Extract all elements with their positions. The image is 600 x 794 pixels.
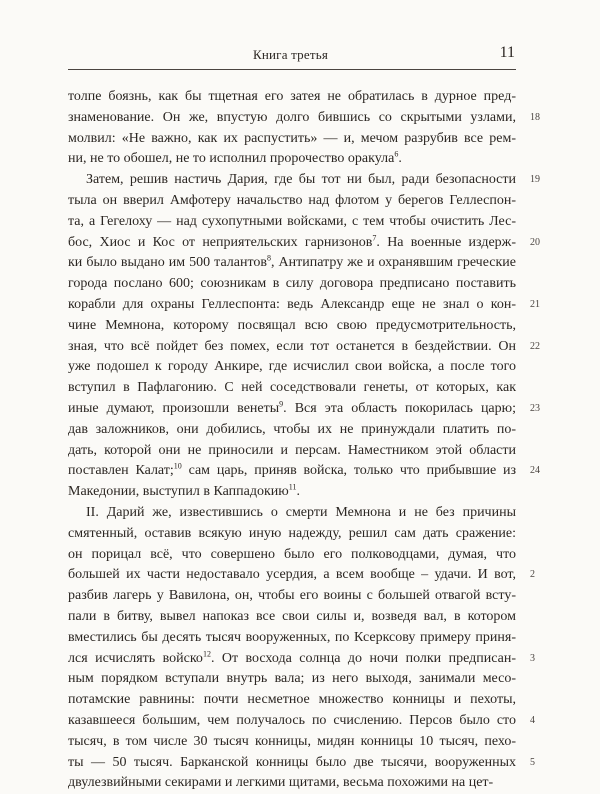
text-line xyxy=(68,441,516,462)
line-text: пали в битву, вывел напоказ все свои силы и, возведя вал, в котором xyxy=(68,608,516,624)
line-text: ни, не то обошел, не то исполнил пророчество оракула xyxy=(68,151,395,167)
line-text: двулезвийными секирами и легкими щитами, весьма похожими на цет- xyxy=(68,775,494,791)
running-title: Книга третья xyxy=(253,47,329,62)
line-text: смятенный, оставив всякую иную надежду, решил сам дать сражение: xyxy=(68,525,516,541)
line-text: ным порядком вступали внутрь вала; из него выходя, занимали месо- xyxy=(68,671,516,687)
text-line xyxy=(68,753,535,774)
text-line xyxy=(68,316,516,337)
text-line xyxy=(68,711,535,732)
text-line xyxy=(68,690,516,711)
footnote-ref[interactable]: 7 xyxy=(372,232,377,242)
text-line xyxy=(68,232,540,254)
line-text: зная, что всё пойдет без помех, если тот останется в бездействии. Он xyxy=(68,338,516,354)
margin-section-number: 5 xyxy=(530,756,535,768)
text-line xyxy=(68,773,516,794)
line-text: тыла он вверил Амфотеру начальство над флотом у берегов Геллеспон- xyxy=(68,192,516,208)
text-line xyxy=(68,253,516,274)
margin-section-number: 20 xyxy=(530,236,540,248)
line-text: вступил в Пафлагонию. С ней соседствовали генеты, от которых, как xyxy=(68,380,516,396)
line-text: города послано 600; союзникам в силу договора предписано поставить xyxy=(68,276,516,292)
footnote-ref[interactable]: 9 xyxy=(279,399,284,409)
text-line xyxy=(68,732,516,753)
text-line xyxy=(68,586,516,607)
header-rule xyxy=(68,69,516,70)
text-line xyxy=(68,149,516,170)
line-text-tail: , Антипатру же и охранявшим греческие xyxy=(271,255,517,271)
margin-section-number: 3 xyxy=(530,652,535,664)
text-line xyxy=(68,170,540,191)
footnote-ref[interactable]: 10 xyxy=(173,461,182,471)
line-text: ты — 50 тысяч. Барканской конницы было две тысячи, вооруженных xyxy=(68,754,516,770)
line-text: бос, Хиос и Кос от неприятельских гарнизонов xyxy=(68,234,373,250)
running-header xyxy=(68,44,516,68)
footnote-ref[interactable]: 6 xyxy=(394,149,399,159)
text-line xyxy=(68,503,516,524)
text-line xyxy=(68,108,540,129)
margin-section-number: 2 xyxy=(530,569,535,581)
line-text: Затем, решив настичь Дария, где бы тот ни был, ради безопасности xyxy=(86,172,516,188)
footnote-ref[interactable]: 12 xyxy=(202,648,211,658)
line-text-tail: . xyxy=(398,151,402,167)
margin-section-number: 23 xyxy=(530,402,540,414)
body-text xyxy=(68,87,540,794)
line-text: уже подошел к городу Анкире, где исчислил свои войска, а после того xyxy=(68,359,516,375)
text-line xyxy=(68,482,516,503)
line-text-tail: . Вся эта область покорилась царю; xyxy=(283,400,516,416)
text-line xyxy=(68,648,535,670)
margin-section-number: 4 xyxy=(530,714,535,726)
line-text: поставлен Калат; xyxy=(68,463,174,479)
margin-section-number: 19 xyxy=(530,174,540,186)
text-line xyxy=(68,274,516,295)
line-text: дав заложников, они добились, чтобы их не принуждали платить по- xyxy=(68,421,516,437)
text-line xyxy=(68,399,540,420)
text-line xyxy=(68,212,516,233)
margin-section-number: 21 xyxy=(530,298,540,310)
text-line xyxy=(68,191,516,212)
line-text-tail: . От восхода солнца до ночи полки предписан- xyxy=(210,650,516,666)
line-text-tail: сам царь, приняв войска, только что прибывшие из xyxy=(181,463,516,479)
margin-section-number: 18 xyxy=(530,111,540,123)
line-text: корабли для охраны Геллеспонта: ведь Александр еще не знал о кон- xyxy=(68,296,516,312)
page-number: 11 xyxy=(499,44,515,61)
line-text: та, а Гегелоху — над сухопутными войсками, с тем чтобы очистить Лес- xyxy=(68,213,516,229)
line-text: вместились бы десять тысяч вооруженных, по Ксерксову примеру приня- xyxy=(68,629,516,645)
text-line xyxy=(68,607,516,628)
line-text-tail: . xyxy=(296,484,300,500)
text-line xyxy=(68,129,516,150)
line-text: II. Дарий же, известившись о смерти Мемнона и не без причины xyxy=(86,504,516,520)
line-text: ки было выдано им 500 талантов xyxy=(68,255,268,271)
line-text-tail: . На военные издерж- xyxy=(376,234,516,250)
text-line xyxy=(68,295,540,316)
line-text: дать, которой они не приносили и персам. Наместником этой области xyxy=(68,442,516,458)
line-text: потамские равнины: почти несметное множество конницы и пехоты, xyxy=(68,692,516,708)
line-text: тысяч, в том числе 30 тысяч конницы, мидян конницы 10 тысяч, пехо- xyxy=(68,733,516,749)
text-line xyxy=(68,337,540,358)
margin-section-number: 22 xyxy=(530,340,540,352)
text-line xyxy=(68,669,516,690)
footnote-ref[interactable]: 11 xyxy=(288,482,297,492)
text-line xyxy=(68,378,516,399)
line-text: знаменование. Он же, впустую долго бившись со скрытыми узлами, xyxy=(68,109,516,125)
line-text: казавшееся большим, чем получалось по счислению. Персов было сто xyxy=(68,712,516,728)
line-text: молвил: «Не важно, как их распустить» — и, мечом разрубив все рем- xyxy=(68,130,516,146)
line-text: лся исчислять войско xyxy=(68,650,203,666)
text-line xyxy=(68,87,516,108)
footnote-ref[interactable]: 8 xyxy=(267,253,272,263)
text-line xyxy=(68,420,516,441)
line-text: разбив лагерь у Вавилона, он, чтобы его воины с большей отвагой всту- xyxy=(68,588,516,604)
text-line xyxy=(68,545,516,566)
line-text: толпе боязнь, как бы тщетная его затея не обратилась в дурное пред- xyxy=(68,89,516,104)
text-line xyxy=(68,524,516,545)
line-text: он порицал всё, что совершено было его полководцами, думая, что xyxy=(68,546,516,562)
margin-section-number: 24 xyxy=(530,465,540,477)
line-text: Македонии, выступил в Каппадокию xyxy=(68,484,289,500)
text-line xyxy=(68,565,535,586)
text-line xyxy=(68,461,540,482)
line-text: иные думают, произошли венеты xyxy=(68,400,280,416)
line-text: чине Мемнона, которому посвящал всю свою предусмотрительность, xyxy=(68,317,516,333)
text-line xyxy=(68,357,516,378)
line-text: большей их части недоставало усердия, а всем вообще – удачи. И вот, xyxy=(68,567,516,583)
text-line xyxy=(68,628,516,649)
